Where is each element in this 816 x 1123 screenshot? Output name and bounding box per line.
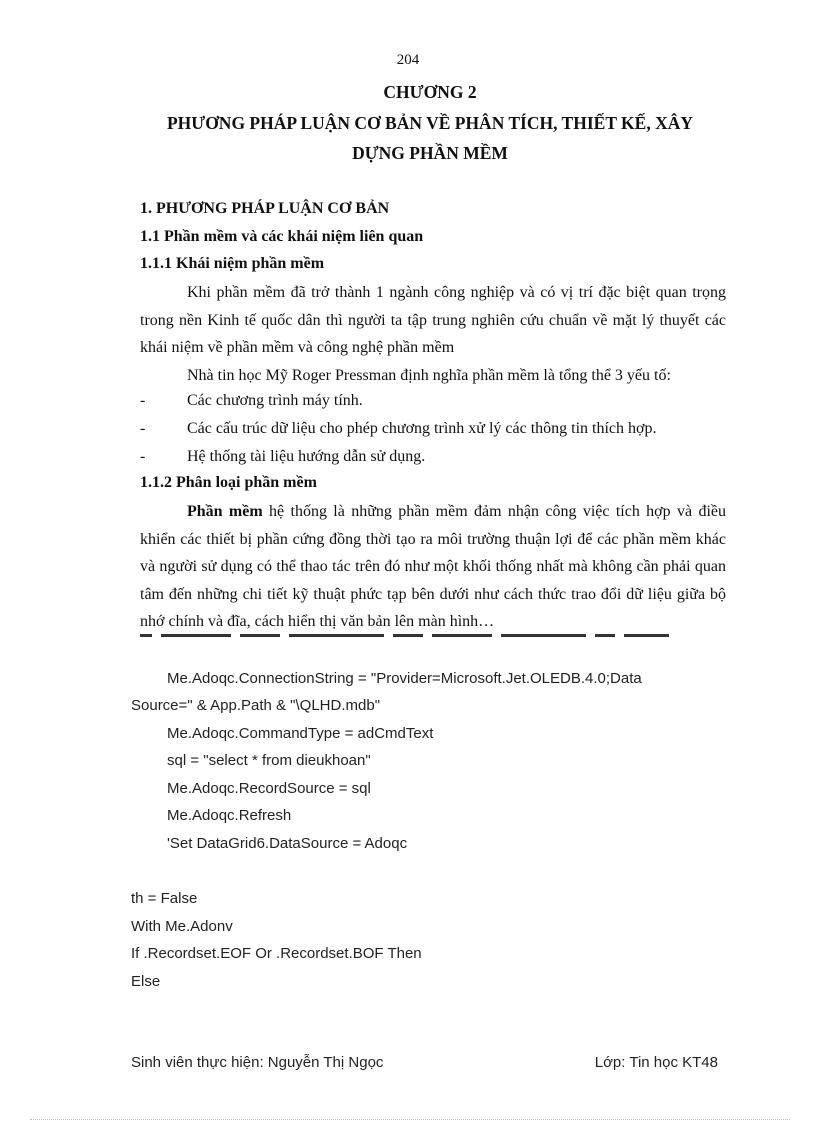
code-line: sql = "select * from dieukhoan"	[167, 752, 371, 769]
paragraph-software-concept	[140, 279, 726, 362]
paragraph-software-classification	[140, 498, 726, 630]
paragraph-text: Nhà tin học Mỹ Roger Pressman định nghĩa phần mềm là tổng thể 3 yếu tố:	[187, 367, 671, 384]
code-line: Me.Adoqc.RecordSource = sql	[167, 780, 371, 797]
paragraph-text: hệ thống là những phần mềm đảm nhận công việc tích hợp và điều khiển các thiết bị phần cứng đồng thời tạo ra môi trường thuận lợi để các phần mềm khác và người sử dụng có thể thao tác trên đó như một khối thống nhất mà không cần phải quan tâm đến những chi tiết kỹ thuật phức tạp bên dưới như cách thức trao đổi dữ liệu giữa bộ nhớ chính và đĩa, cách hiển thị văn bản lên màn hình…	[140, 503, 726, 630]
code-line: Me.Adoqc.Refresh	[167, 807, 292, 824]
page-divider	[30, 1119, 790, 1120]
chapter-title-line-2: DỰNG PHẦN MỀM	[352, 143, 508, 163]
bullet-marker: -	[140, 448, 146, 465]
bullet-item	[140, 392, 363, 410]
chapter-title-line-1: PHƯƠNG PHÁP LUẬN CƠ BẢN VỀ PHÂN TÍCH, THIẾT KẾ, XÂY	[166, 113, 694, 133]
page-number: 204	[396, 52, 420, 68]
bullet-marker: -	[140, 392, 146, 409]
bold-term: Phần mềm	[187, 503, 263, 520]
section-heading-1-1: 1.1 Phần mềm và các khái niệm liên quan	[140, 228, 424, 245]
code-line: Source=" & App.Path & "\QLHD.mdb"	[131, 697, 381, 714]
code-line: With Me.Adonv	[131, 918, 233, 935]
bullet-text: Hệ thống tài liệu hướng dẫn sử dụng.	[187, 448, 426, 465]
bullet-item	[140, 448, 425, 466]
bullet-marker: -	[140, 420, 146, 437]
code-line: If .Recordset.EOF Or .Recordset.BOF Then	[131, 945, 422, 962]
code-line: Me.Adoqc.ConnectionString = "Provider=Microsoft.Jet.OLEDB.4.0;Data	[167, 670, 642, 687]
section-heading-1-1-1: 1.1.1 Khái niệm phần mềm	[140, 255, 325, 272]
code-line: th = False	[131, 890, 198, 907]
paragraph-pressman	[140, 362, 726, 390]
bullet-text: Các cấu trúc dữ liệu cho phép chương trình xử lý các thông tin thích hợp.	[187, 420, 657, 437]
chapter-label: CHƯƠNG 2	[383, 82, 477, 102]
code-line: Else	[131, 973, 161, 990]
code-line: 'Set DataGrid6.DataSource = Adoqc	[167, 835, 408, 852]
footer-class: Lớp: Tin học KT48	[594, 1054, 718, 1071]
code-line: Me.Adoqc.CommandType = adCmdText	[167, 725, 434, 742]
cropped-text-line	[140, 634, 726, 641]
bullet-text: Các chương trình máy tính.	[187, 392, 363, 409]
section-heading-1: 1. PHƯƠNG PHÁP LUẬN CƠ BẢN	[140, 200, 390, 217]
paragraph-text: Khi phần mềm đã trở thành 1 ngành công nghiệp và có vị trí đặc biệt quan trọng trong nền Kinh tế quốc dân thì người ta tập trung nghiên cứu chuẩn về mặt lý thuyết các khái niệm về phần mềm và công nghệ phần mềm	[140, 284, 726, 356]
section-heading-1-1-2: 1.1.2 Phân loại phần mềm	[140, 474, 317, 491]
bullet-item	[140, 420, 656, 438]
footer-student: Sinh viên thực hiện: Nguyễn Thị Ngọc	[131, 1054, 384, 1071]
